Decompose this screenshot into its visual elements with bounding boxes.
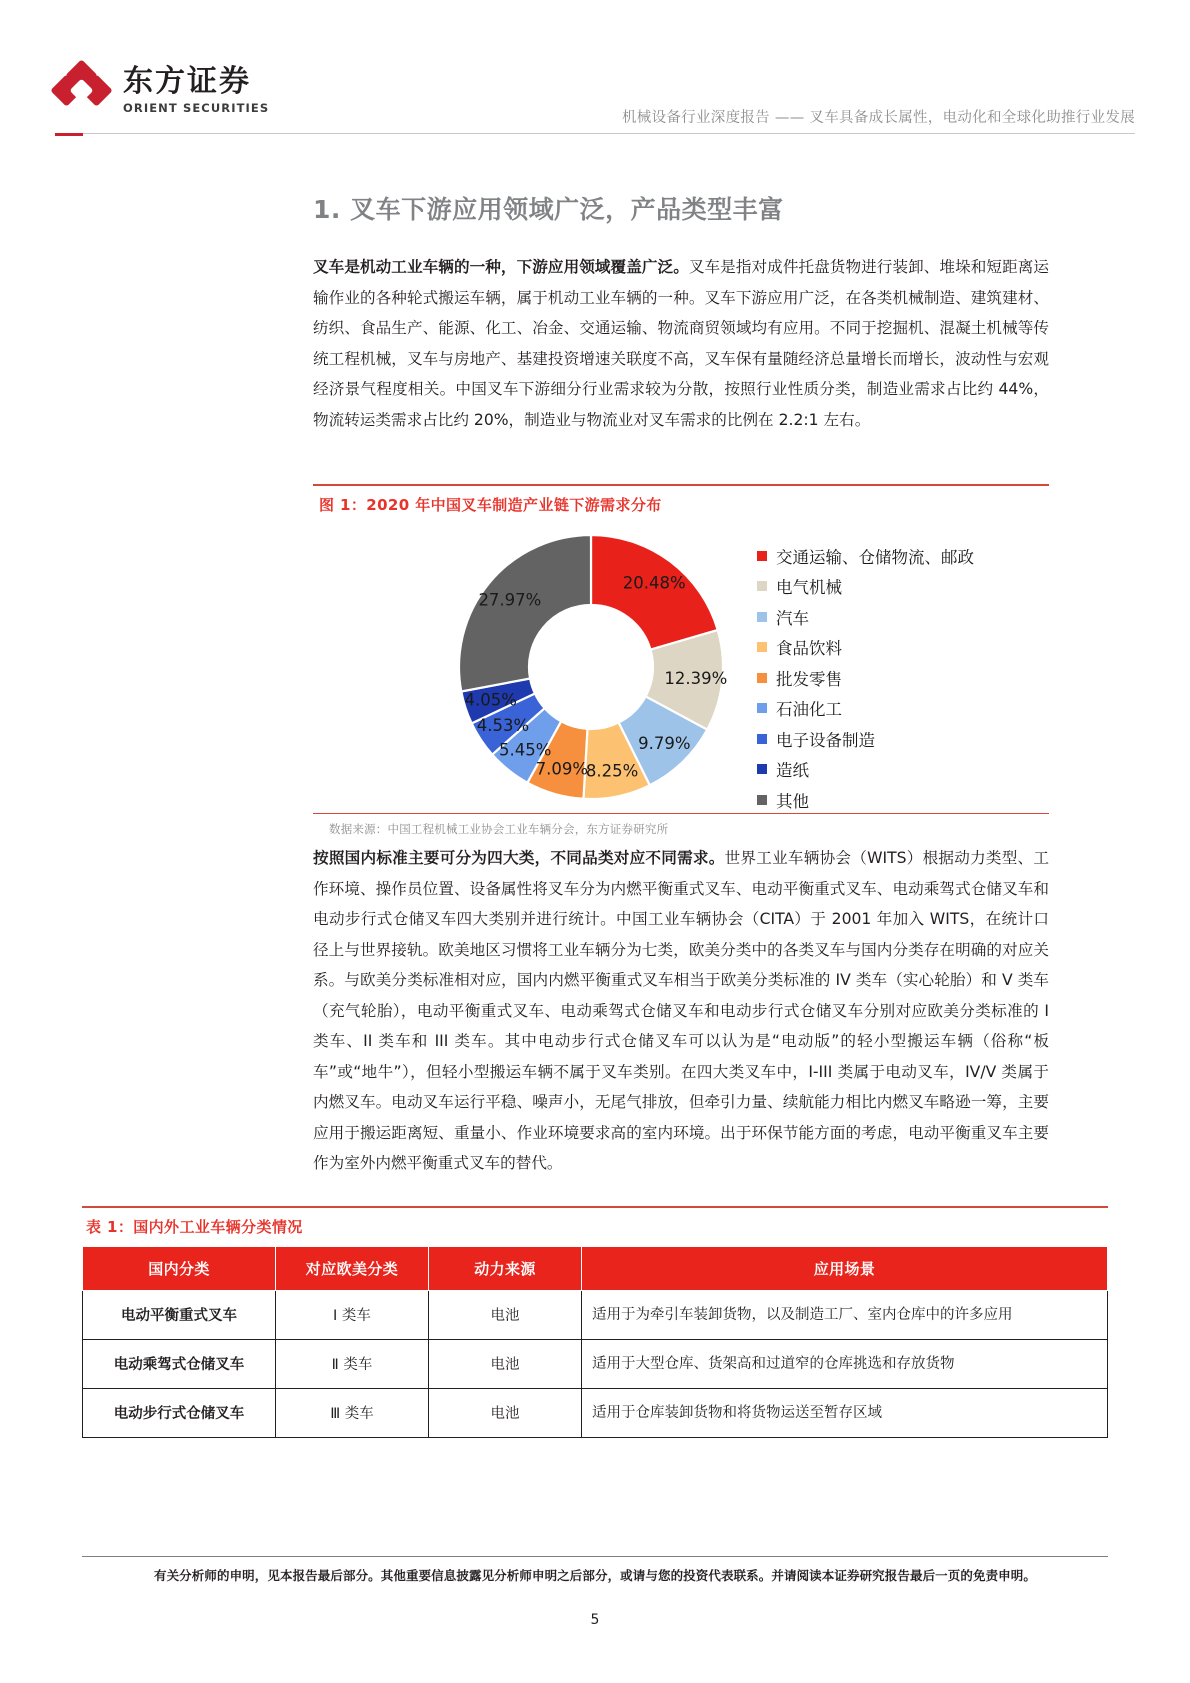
table-row [83,1290,1108,1339]
legend-item [757,663,1049,694]
table-header-western-class: 对应欧美分类 [276,1246,429,1290]
logo-english-name: ORIENT SECURITIES [123,101,270,116]
legend-swatch-icon [757,734,767,744]
legend-label: 电子设备制造 [776,730,875,750]
page-number: 5 [590,1612,600,1628]
figure-body [313,521,1049,811]
header-divider [55,133,1135,134]
donut-chart [441,527,741,807]
logo-chinese-name: 东方证券 [123,64,251,100]
legend-item [757,632,1049,663]
legend-swatch-icon [757,764,767,774]
page-footer [82,1556,1108,1584]
page-title: 1. 叉车下游应用领域广泛，产品类型丰富 [313,195,784,224]
table-cell-western-class: Ⅱ 类车 [276,1339,429,1388]
table-row [83,1388,1108,1437]
classification-table [82,1246,1108,1438]
page-header [0,0,1190,138]
legend-swatch-icon [757,551,767,561]
legend-item [757,693,1049,724]
legend-label: 交通运输、仓储物流、邮政 [776,547,974,567]
table-body [83,1290,1108,1437]
legend-label: 食品饮料 [776,639,842,659]
table-cell-domestic-class: 电动平衡重式叉车 [83,1290,276,1339]
paragraph-one [313,252,1049,435]
legend-label: 批发零售 [776,669,842,689]
donut-slice-value-label: 9.79% [638,733,691,753]
donut-slice-value-label: 12.39% [664,668,728,688]
donut-chart-svg [441,527,741,807]
table-cell-domestic-class: 电动乘驾式仓储叉车 [83,1339,276,1388]
figure-source: 数据来源：中国工程机械工业协会工业车辆分会，东方证券研究所 [329,821,669,836]
header-accent-mark [55,133,83,136]
legend-item [757,602,1049,633]
legend-item [757,571,1049,602]
legend-item [757,541,1049,572]
legend-swatch-icon [757,581,767,591]
legend-label: 石油化工 [776,700,842,720]
donut-slice-value-label: 20.48% [622,573,686,593]
table-header-power-source: 动力来源 [429,1246,582,1290]
donut-slice-value-label: 4.53% [476,715,530,735]
running-title: 机械设备行业深度报告 —— 叉车具备成长属性，电动化和全球化助推行业发展 [621,110,1135,126]
legend-item [757,724,1049,755]
legend-label: 造纸 [776,761,809,781]
legend-label: 汽车 [776,608,809,628]
paragraph-one-body: 叉车是指对成件托盘货物进行装卸、堆垛和短距离运输作业的各种轮式搬运车辆，属于机动工业车辆的一种。叉车下游应用广泛，在各类机械制造、建筑建材、纺织、食品生产、能源、化工、冶金、交通运输、物流商贸领域均有应用。不同于挖掘机、混凝土机械等传统工程机械，叉车与房地产、基建投资增速关联度不高，叉车保有量随经济总量增长而增长，波动性与宏观经济景气程度相关。中国叉车下游细分行业需求较为分散，按照行业性质分类，制造业需求占比约 44%，物流转运类需求占比约 20%，制造业与物流业对叉车需求的比例在 2.2:1 左右。 [313,258,1049,429]
donut-slice-value-label: 7.09% [535,758,589,778]
table-cell-use-case: 适用于大型仓库、货架高和过道窄的仓库挑选和存放货物 [582,1339,1108,1388]
table-cell-use-case: 适用于仓库装卸货物和将货物运送至暂存区域 [582,1388,1108,1437]
table-header-use-case: 应用场景 [582,1246,1108,1290]
table-cell-power-source: 电池 [429,1290,582,1339]
paragraph-two-lead: 按照国内标准主要可分为四大类，不同品类对应不同需求。 [313,849,725,867]
paragraph-two-body: 世界工业车辆协会（WITS）根据动力类型、工作环境、操作员位置、设备属性将叉车分为内燃平衡重式叉车、电动平衡重式叉车、电动乘驾式仓储叉车和电动步行式仓储叉车四大类别并进行统计。中国工业车辆协会（CITA）于 2001 年加入 WITS，在统计口径上与世界接轨。欧美地区习惯将工业车辆分为七类，欧美分类中的各类叉车与国内分类存在明确的对应关系。与欧美分类标准相对应，国内内燃平衡重式叉车相当于欧美分类标准的 IV 类车（实心轮胎）和 V 类车（充气轮胎），电动平衡重式叉车、电动乘驾式仓储叉车和电动步行式仓储叉车分别对应欧美分类标准的 I 类车、II 类车和 III 类车。其中电动步行式仓储叉车可以认为是“电动版”的轻小型搬运车辆（俗称“板车”或“地牛”），但轻小型搬运车辆不属于叉车类别。在四大类叉车中，I-III 类属于电动叉车，IV/V 类属于内燃叉车。电动叉车运行平稳、噪声小，无尾气排放，但牵引力量、续航能力相比内燃叉车略逊一筹，主要应用于搬运距离短、重量小、作业环境要求高的室内环境。出于环保节能方面的考虑，电动平衡重叉车主要作为室外内燃平衡重式叉车的替代。 [313,849,1049,1172]
table-cell-domestic-class: 电动步行式仓储叉车 [83,1388,276,1437]
legend-item [757,754,1049,785]
legend-swatch-icon [757,673,767,683]
table-cell-power-source: 电池 [429,1388,582,1437]
company-logo [55,64,269,118]
legend-swatch-icon [757,642,767,652]
paragraph-one-lead: 叉车是机动工业车辆的一种，下游应用领域覆盖广泛。 [313,258,689,276]
legend-label: 其他 [776,791,809,811]
orient-securities-logo-icon [55,64,109,118]
donut-slice-value-label: 27.97% [478,590,542,610]
table-header-domestic-class: 国内分类 [83,1246,276,1290]
legend-item [757,785,1049,816]
legend-label: 电气机械 [776,578,842,598]
legend-swatch-icon [757,612,767,622]
table-1 [82,1206,1108,1438]
table-row [83,1339,1108,1388]
table-header-row [83,1246,1108,1290]
figure-1 [313,484,1049,841]
table-cell-power-source: 电池 [429,1339,582,1388]
table-cell-use-case: 适用于为牵引车装卸货物，以及制造工厂、室内仓库中的许多应用 [582,1290,1108,1339]
donut-slice-value-label: 5.45% [498,739,552,759]
table-caption: 表 1：国内外工业车辆分类情况 [86,1217,303,1236]
table-cell-western-class: Ⅲ 类车 [276,1388,429,1437]
donut-slice-value-label: 8.25% [585,760,639,780]
legend-swatch-icon [757,795,767,805]
figure-caption: 图 1：2020 年中国叉车制造产业链下游需求分布 [319,495,662,514]
footer-disclaimer: 有关分析师的申明，见本报告最后部分。其他重要信息披露见分析师申明之后部分，或请与您的投资代表联系。并请阅读本证券研究报告最后一页的免责申明。 [153,1568,1036,1583]
section-one [313,190,1049,435]
legend-swatch-icon [757,703,767,713]
chart-legend [757,541,1049,816]
donut-slice [459,535,591,691]
section-two [313,843,1049,1179]
paragraph-two [313,843,1049,1179]
donut-slice-value-label: 4.05% [464,690,517,709]
table-cell-western-class: Ⅰ 类车 [276,1290,429,1339]
